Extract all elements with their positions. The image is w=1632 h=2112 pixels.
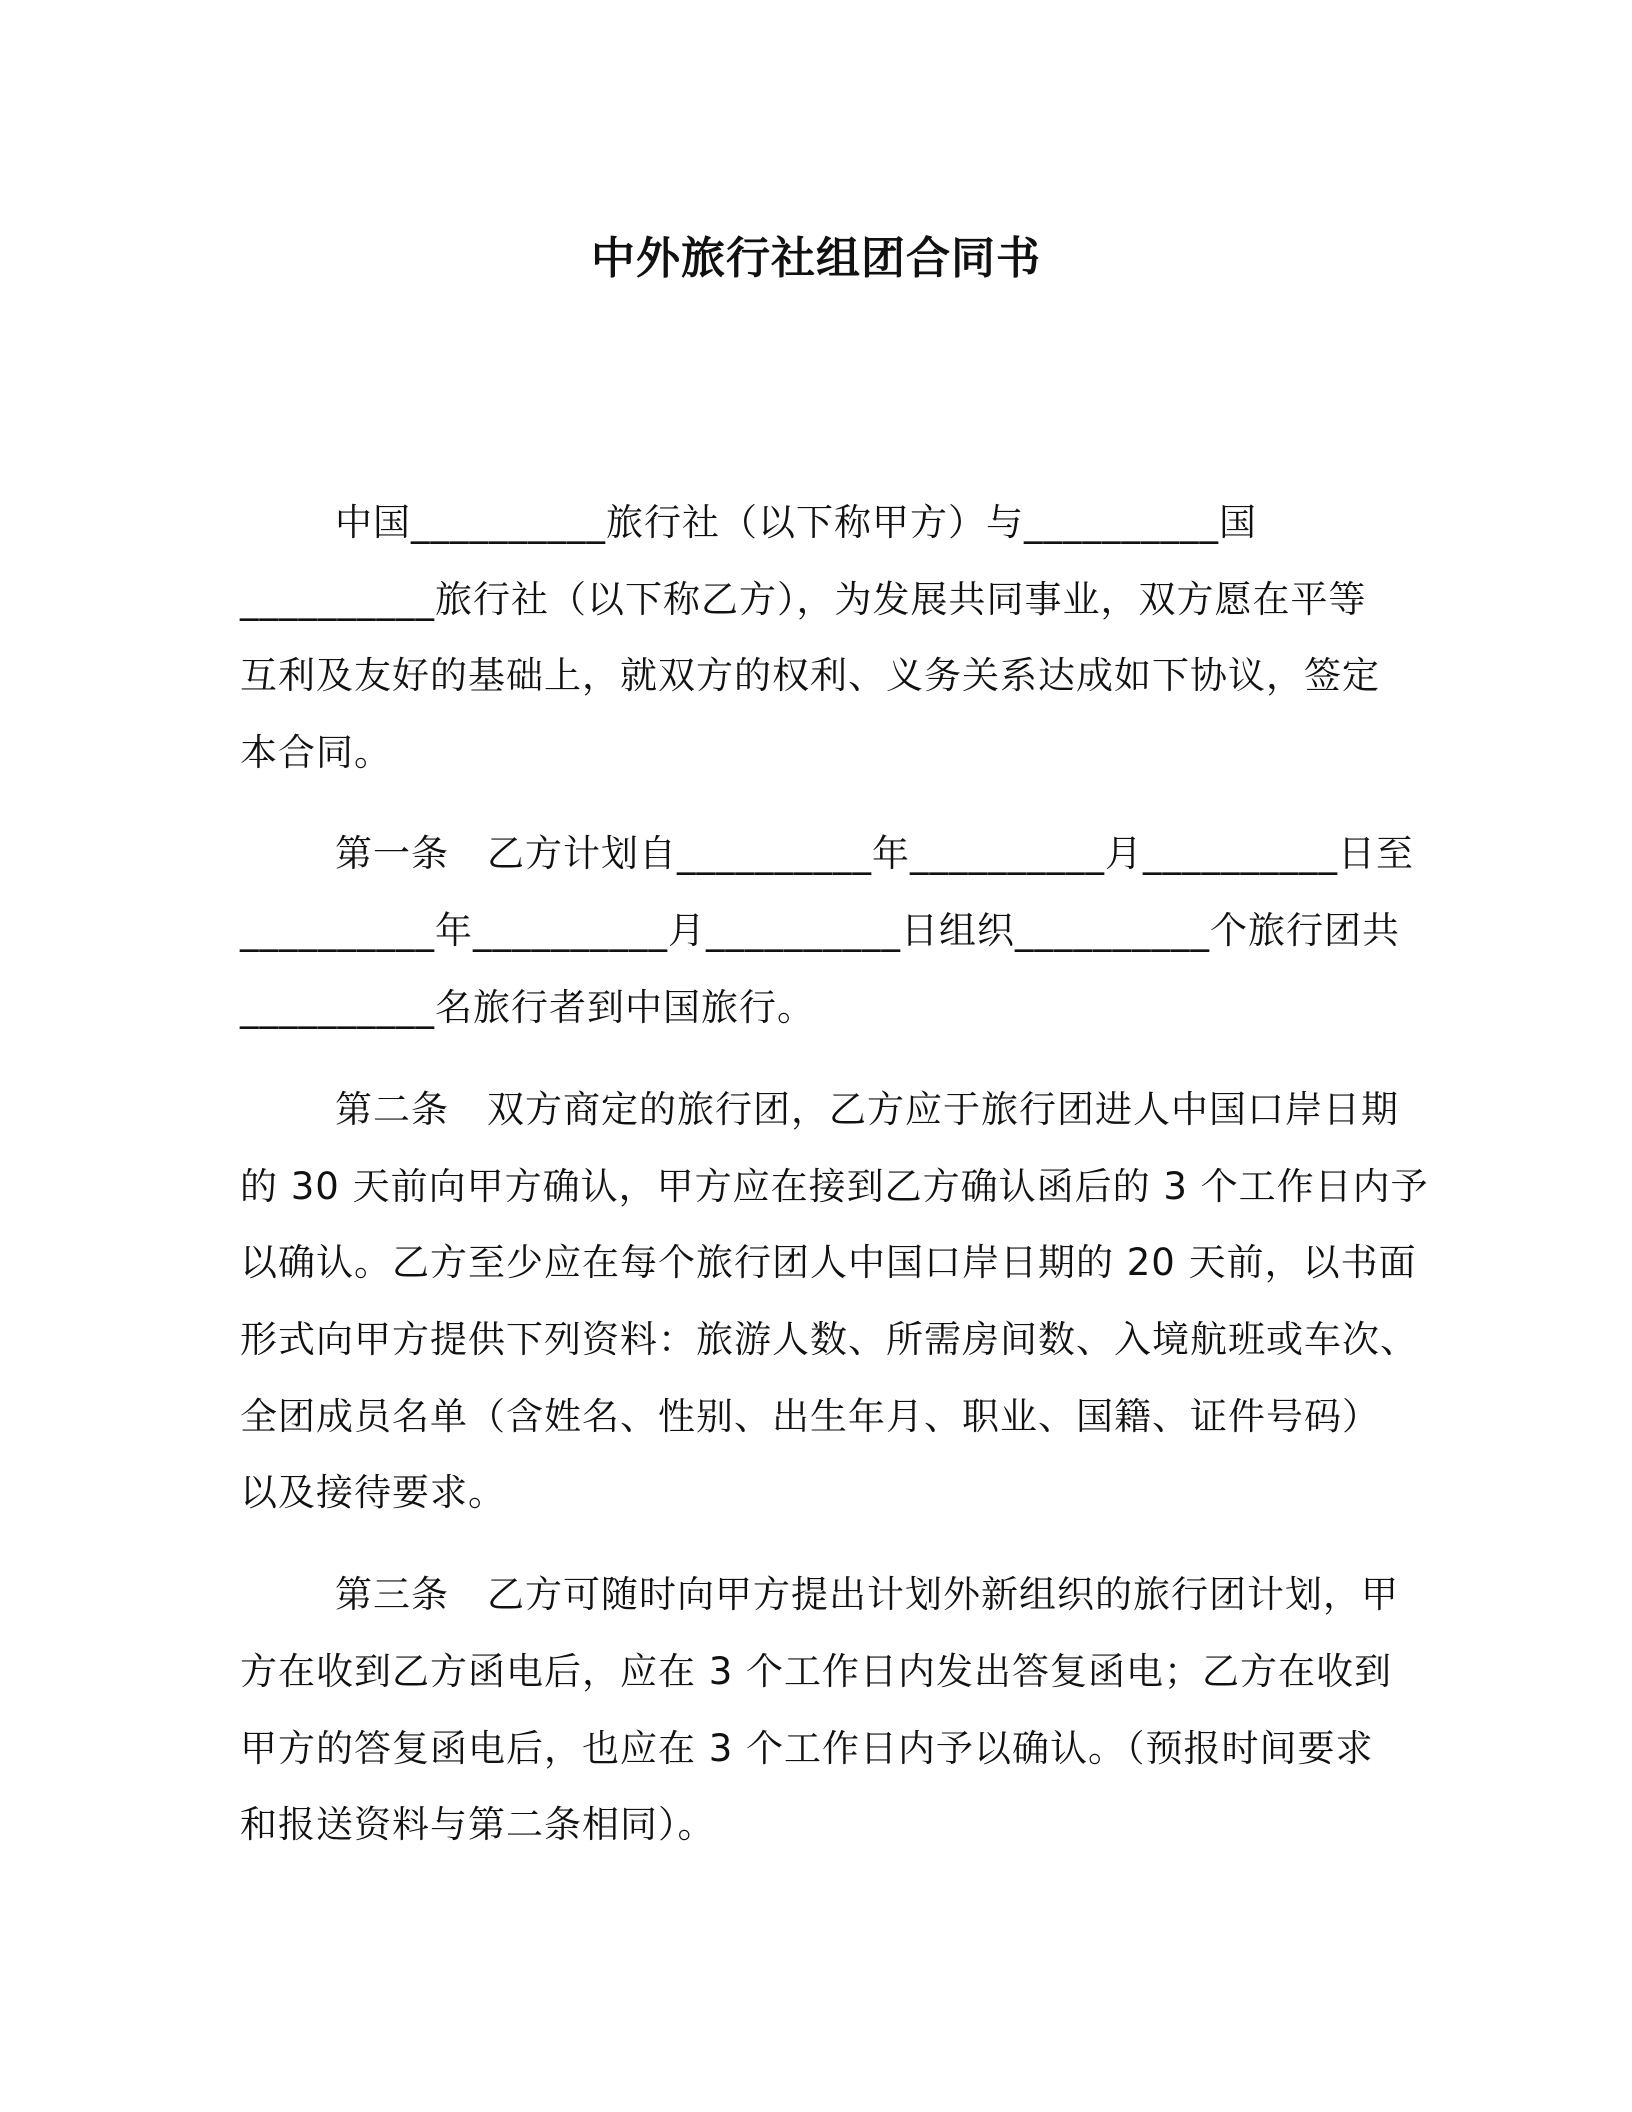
article-3-line-1: 第三条 乙方可随时向甲方提出计划外新组织的旅行团计划，甲: [335, 1573, 1399, 1616]
article-1-line-2: __________年__________月__________日组织__________个旅行团共: [240, 909, 1400, 952]
article-2-line-6: 以及接待要求。: [240, 1471, 506, 1514]
article-2-line-5: 全团成员名单（含姓名、性别、出生年月、职业、国籍、证件号码）: [240, 1395, 1380, 1438]
article-2-line-4: 形式向甲方提供下列资料：旅游人数、所需房间数、入境航班或车次、: [240, 1318, 1418, 1361]
article-3-line-3: 甲方的答复函电后，也应在 3 个工作日内予以确认。（预报时间要求: [240, 1727, 1374, 1770]
article-2-line-1: 第二条 双方商定的旅行团，乙方应于旅行团进人中国口岸日期: [335, 1088, 1399, 1131]
document-title: 中外旅行社组团合同书: [591, 233, 1041, 284]
article-3-line-4: 和报送资料与第二条相同）。: [240, 1803, 716, 1846]
article-1-line-1: 第一条 乙方计划自__________年__________月__________日至: [335, 832, 1414, 875]
article-2-line-3: 以确认。乙方至少应在每个旅行团人中国口岸日期的 20 天前，以书面: [240, 1241, 1417, 1284]
preamble-line-3: 互利及友好的基础上，就双方的权利、义务关系达成如下协议，签定: [240, 654, 1380, 697]
preamble-line-1: 中国__________旅行社（以下称甲方）与__________国: [335, 501, 1257, 544]
article-2-line-2: 的 30 天前向甲方确认，甲方应在接到乙方确认函后的 3 个工作日内予: [240, 1165, 1429, 1208]
preamble-line-4: 本合同。: [240, 731, 392, 774]
article-1-line-3: __________名旅行者到中国旅行。: [240, 986, 815, 1029]
preamble-line-2: __________旅行社（以下称乙方），为发展共同事业，双方愿在平等: [240, 578, 1367, 621]
article-3-line-2: 方在收到乙方函电后，应在 3 个工作日内发出答复函电；乙方在收到: [240, 1650, 1393, 1693]
